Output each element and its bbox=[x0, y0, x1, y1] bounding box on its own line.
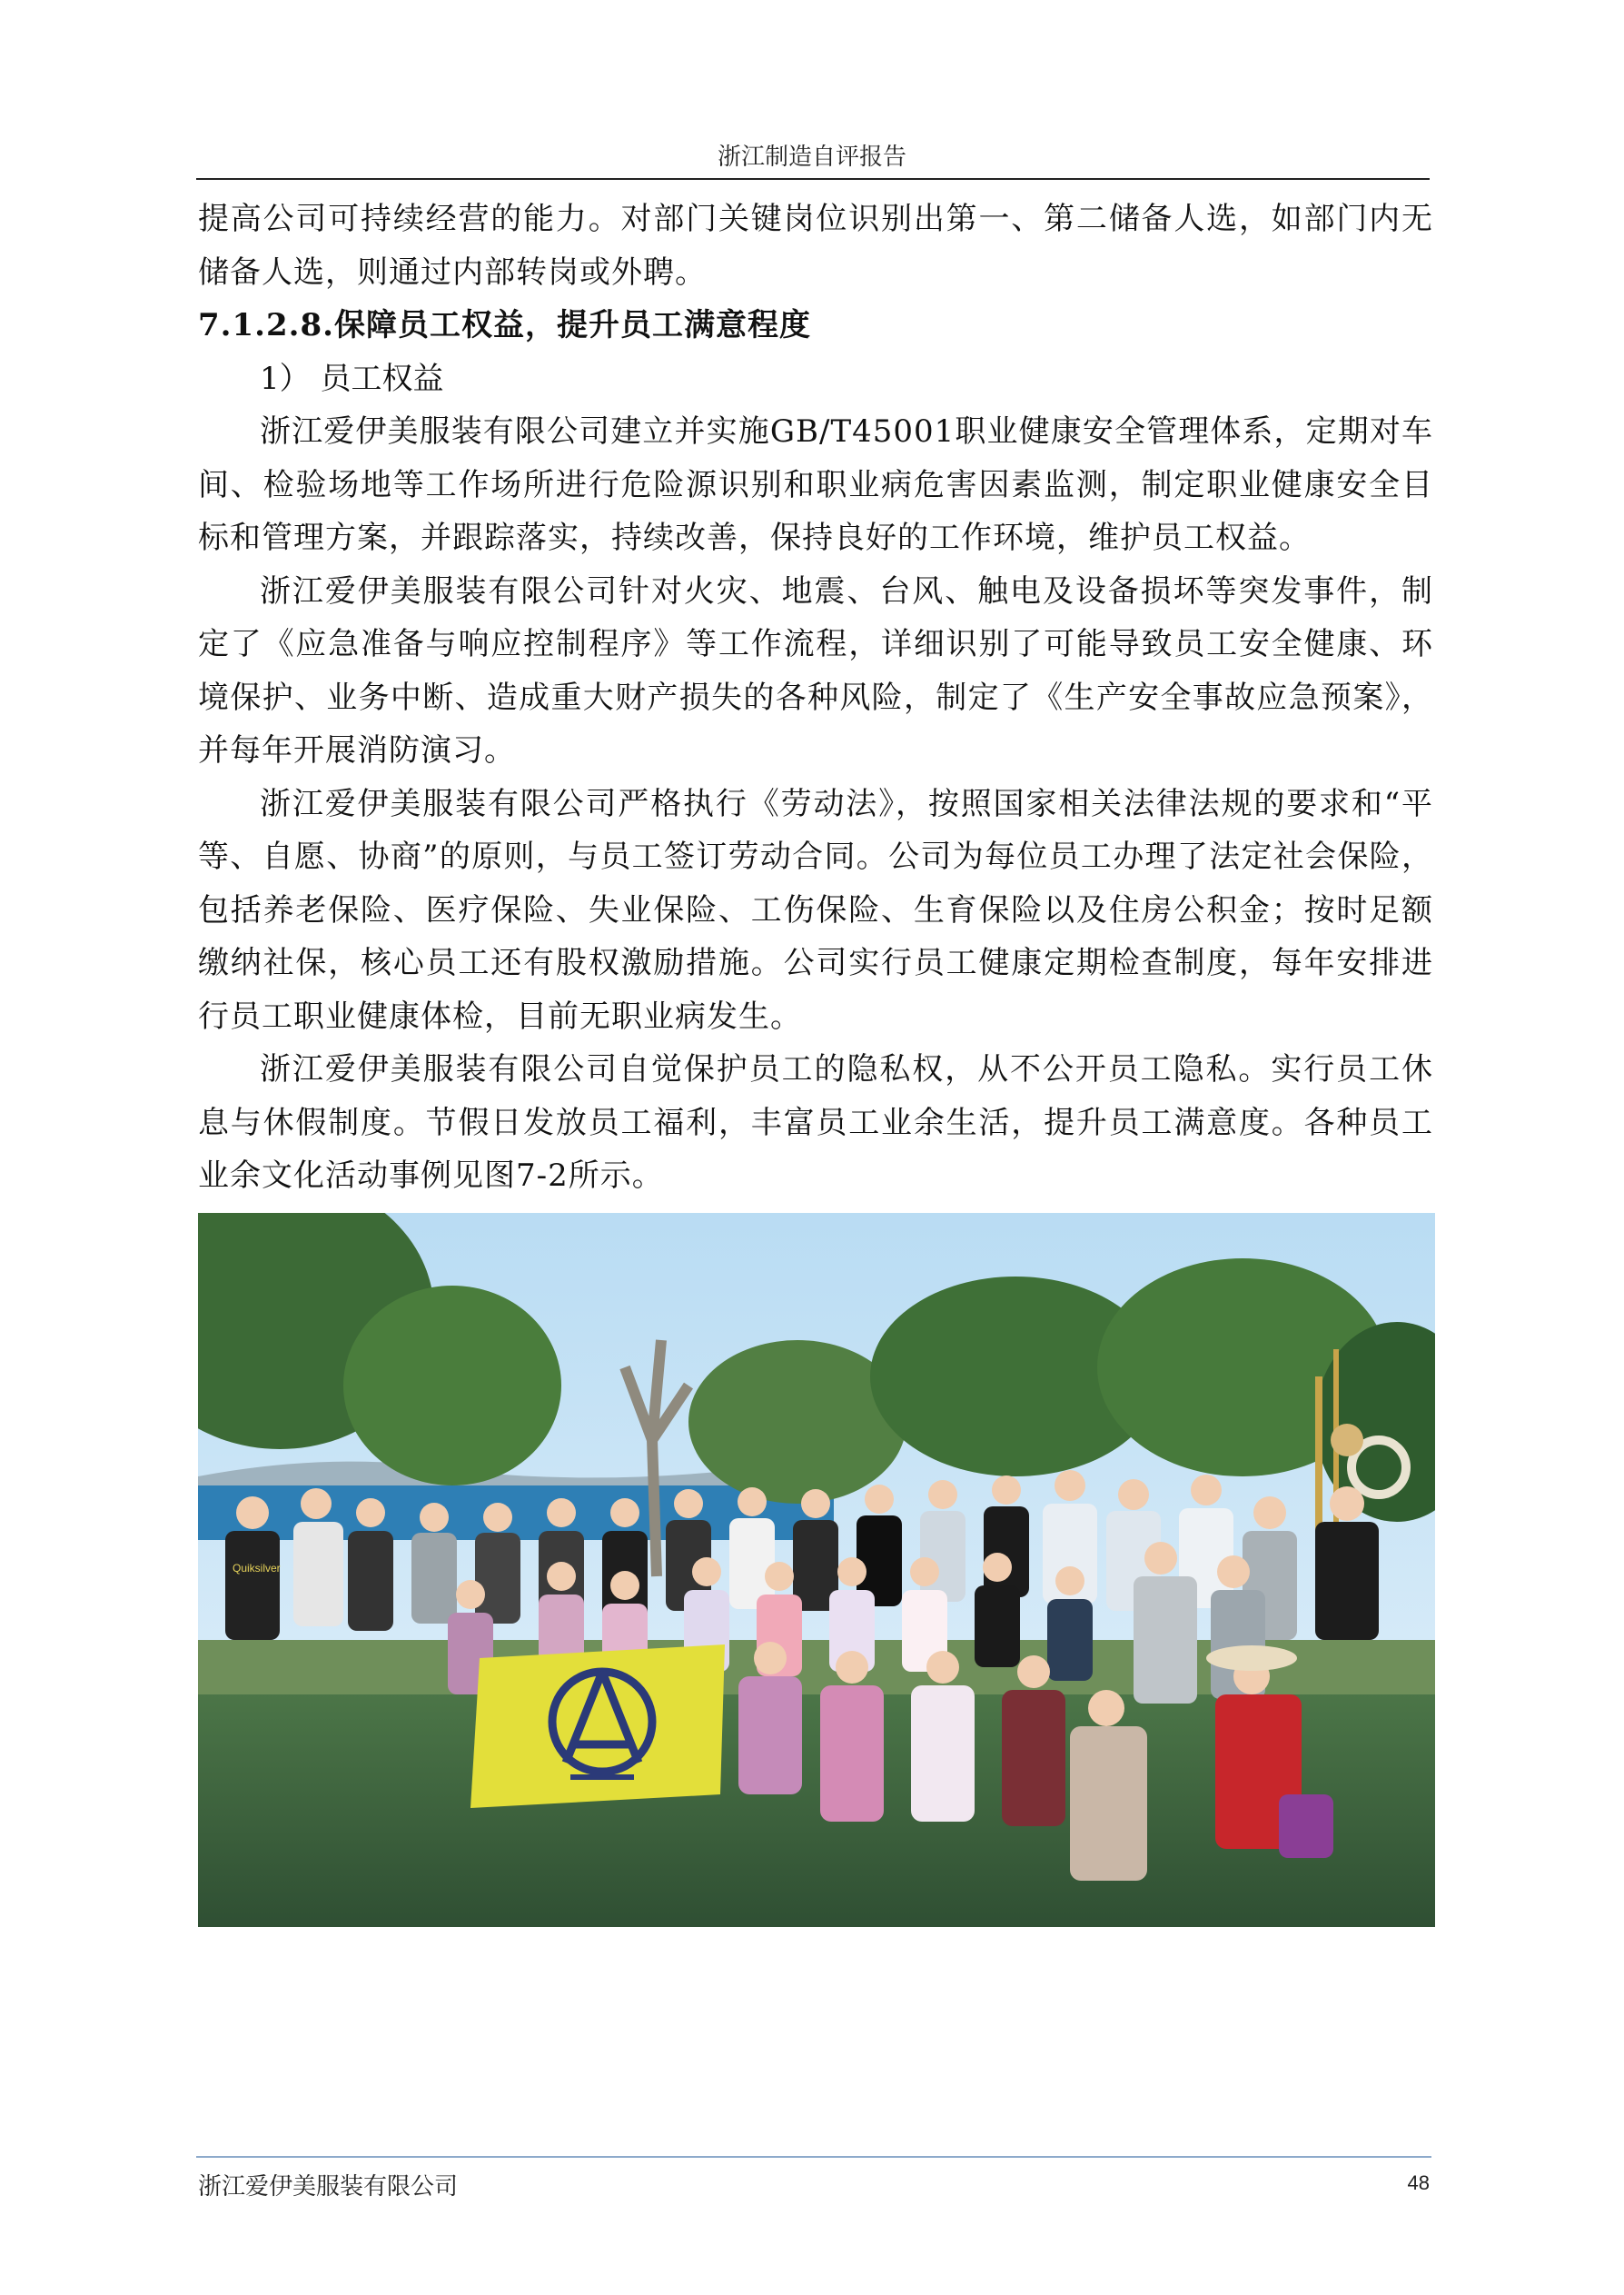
section-heading: 7.1.2.8.保障员工权益，提升员工满意程度 bbox=[198, 307, 811, 343]
paragraph-labor-law: 浙江爱伊美服装有限公司严格执行《劳动法》，按照国家相关法律法规的要求和“平等、自愿、协商”的原则，与员工签订劳动合同。公司为每位员工办理了法定社会保险，包括养老保险、医疗保险、失业保险、工伤保险、生育保险以及住房公积金；按时足额缴纳社保，核心员工还有股权激励措施。公司实行员工健康定期检查制度，每年安排进行员工职业健康体检，目前无职业病发生。 bbox=[198, 785, 1433, 1035]
group-photo bbox=[198, 1213, 1435, 1927]
company-flag bbox=[470, 1644, 725, 1808]
header-divider bbox=[196, 178, 1430, 180]
document-body bbox=[198, 193, 1433, 1203]
intro-paragraph: 提高公司可持续经营的能力。对部门关键岗位识别出第一、第二储备人选，如部门内无储备人选，则通过内部转岗或外聘。 bbox=[198, 201, 1433, 291]
paragraph-privacy: 浙江爱伊美服装有限公司自觉保护员工的隐私权，从不公开员工隐私。实行员工休息与休假制度。节假日发放员工福利，丰富员工业余生活，提升员工满意度。各种员工业余文化活动事例见图7-2所示。 bbox=[198, 1051, 1433, 1194]
paragraph-safety-system: 浙江爱伊美服装有限公司建立并实施GB/T45001职业健康安全管理体系，定期对车间、检验场地等工作场所进行危险源识别和职业病危害因素监测，制定职业健康安全目标和管理方案，并跟踪落实，持续改善，保持良好的工作环境，维护员工权益。 bbox=[198, 413, 1433, 556]
shirt-print-text: Quiksilver bbox=[233, 1562, 281, 1575]
page-number: 48 bbox=[1407, 2171, 1430, 2194]
list-label-employee-rights: 1） 员工权益 bbox=[260, 360, 444, 397]
footer-divider bbox=[196, 2156, 1431, 2158]
paragraph-emergency: 浙江爱伊美服装有限公司针对火灾、地震、台风、触电及设备损坏等突发事件，制定了《应急准备与响应控制程序》等工作流程，详细识别了可能导致员工安全健康、环境保护、业务中断、造成重大财产损失的各种风险，制定了《生产安全事故应急预案》，并每年开展消防演习。 bbox=[198, 572, 1433, 769]
footer-company-name: 浙江爱伊美服装有限公司 bbox=[198, 2173, 459, 2201]
page-header-title: 浙江制造自评报告 bbox=[717, 144, 906, 171]
